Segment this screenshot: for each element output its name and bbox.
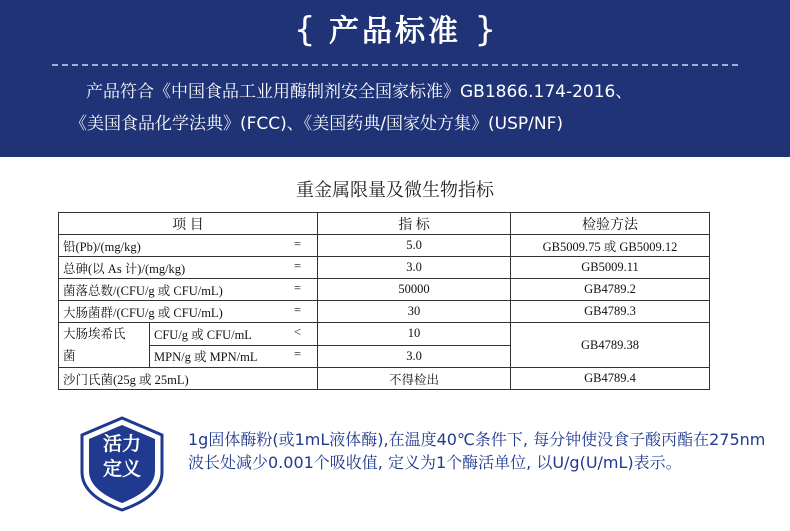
row-method: GB5009.75 或 GB5009.12 [511,235,710,257]
row-method: GB4789.2 [511,279,710,301]
row-method: GB5009.11 [511,257,710,279]
row-value: 5.0 [318,235,511,257]
row-name: 总砷(以 As 计)/(mg/kg) [63,261,186,276]
row-relation: = [293,236,301,251]
row-name: 菌落总数/(CFU/g 或 CFU/mL) [63,283,223,298]
row-value: 3.0 [318,257,511,279]
standard-banner [0,0,790,157]
badge-line-1: 活力 [102,433,141,455]
table-row [59,368,710,390]
activity-definition-text: 1g固体酶粉(或1mL液体酶),在温度40℃条件下, 每分钟使没食子酸丙酯在275nm波长处减少0.001个吸收值, 定义为1个酶活单位, 以U/g(U/mL)表示。 [188,430,766,472]
ecoli-sub-relation: < [293,324,301,339]
ecoli-label-line-2: 菌 [63,349,76,363]
row-method: GB4789.3 [511,301,710,323]
table-row [59,279,710,301]
badge-label [80,432,164,482]
table-header-row [59,213,710,235]
row-name-cell [59,257,318,279]
table-row [59,301,710,323]
left-brace: { [293,10,316,50]
row-name: 大肠菌群/(CFU/g 或 CFU/mL) [63,305,223,320]
ecoli-method: GB4789.38 [511,323,710,368]
ecoli-sub-name-cell [150,345,318,368]
ecoli-label-cell [59,323,150,368]
salmonella-method: GB4789.4 [511,368,710,390]
table-row [59,235,710,257]
header-limit: 指 标 [318,213,511,235]
ecoli-sub-relation: = [293,347,301,362]
standard-description [70,76,760,140]
right-brace: } [474,10,497,50]
table-title: 重金属限量及微生物指标 [296,180,494,201]
ecoli-sub-value: 3.0 [318,345,511,368]
row-relation: = [293,280,301,295]
dashed-divider [52,64,738,66]
salmonella-value: 不得检出 [318,368,511,390]
table-row-ecoli-1 [59,323,710,346]
row-name-cell [59,235,318,257]
ecoli-sub-value: 10 [318,323,511,346]
banner-title [0,8,790,54]
table-row [59,257,710,279]
row-name: 铅(Pb)/(mg/kg) [63,239,141,254]
header-method: 检验方法 [511,213,710,235]
row-name-cell [59,279,318,301]
row-relation: = [293,302,301,317]
row-value: 50000 [318,279,511,301]
ecoli-sub-name: MPN/g 或 MPN/mL [154,350,258,365]
row-relation: = [293,258,301,273]
header-item: 项 目 [59,213,318,235]
ecoli-label-line-1: 大肠埃希氏 [63,327,126,341]
badge-line-2: 定义 [102,458,141,480]
ecoli-sub-name: CFU/g 或 CFU/mL [154,327,252,342]
row-value: 30 [318,301,511,323]
banner-title-text: 产品标准 [329,14,461,49]
standard-line-2: 《美国食品化学法典》(FCC)、《美国药典/国家处方集》(USP/NF) [70,114,563,134]
ecoli-sub-name-cell [150,323,318,346]
spec-table [58,212,710,390]
salmonella-name: 沙门氏菌(25g 或 25mL) [59,368,318,390]
standard-line-1: 产品符合《中国食品工业用酶制剂安全国家标准》GB1866.174-2016、 [86,82,633,102]
row-name-cell [59,301,318,323]
